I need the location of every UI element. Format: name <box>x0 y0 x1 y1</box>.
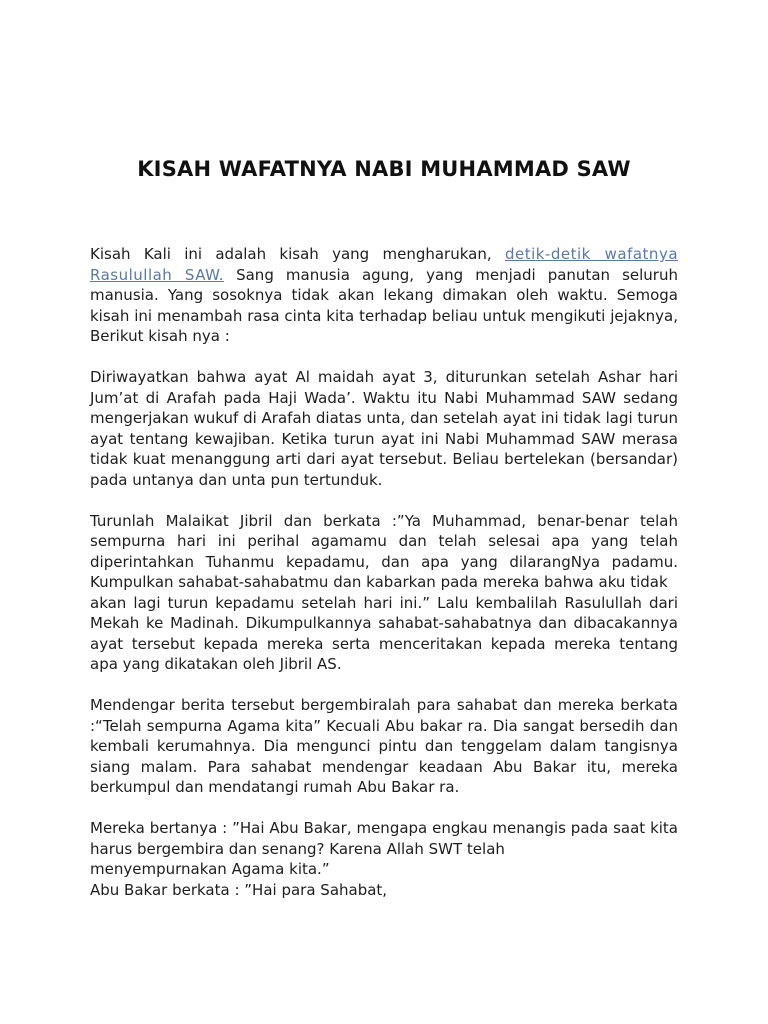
paragraph-jibril-continued: akan lagi turun kepadamu setelah hari ini.” Lalu kembalilah Rasulullah dari Mekah ke Madinah. Dikumpulkannya sahabat-sahabatnya dan dibacakannya ayat tersebut kepada mereka serta menceritakan kepada mereka tentang apa yang dikatakan oleh Jibril AS. <box>90 593 678 673</box>
article-link[interactable]: detik-detik wafatnya Rasulullah SAW. <box>90 245 679 284</box>
intro-text: Kisah Kali ini adalah kisah yang mengharukan, <box>90 245 492 263</box>
paragraph-intro <box>90 244 678 347</box>
paragraph-question-end: menyempurnakan Agama kita.” <box>90 860 330 878</box>
paragraph-jibril: Turunlah Malaikat Jibril dan berkata :”Ya Muhammad, benar-benar telah sempurna hari ini perihal agamamu dan telah selesai apa yang telah diperintahkan Tuhanmu kepadamu, dan apa yang dilarangNya padamu. Kumpulkan sahabat-sahabatmu dan kabarkan pada mereka bahwa aku tidak <box>90 511 678 591</box>
paragraph-abu-bakar: Abu Bakar berkata : ”Hai para Sahabat, <box>90 880 388 899</box>
document-body <box>90 244 678 900</box>
document-title: KISAH WAFATNYA NABI MUHAMMAD SAW <box>137 157 631 181</box>
paragraph-question: Mereka bertanya : ”Hai Abu Bakar, mengapa engkau menangis pada saat kita harus bergembira dan senang? Karena Allah SWT telah <box>90 819 678 858</box>
intro-text-rest: Sang manusia agung, yang menjadi panutan seluruh manusia. Yang sosoknya tidak akan lekang dimakan oleh waktu. Semoga kisah ini menambah rasa cinta kita terhadap beliau untuk mengikuti jejaknya, Berikut kisah nya : <box>90 265 678 345</box>
paragraph-companions: Mendengar berita tersebut bergembiralah para sahabat dan mereka berkata :“Telah sempurna Agama kita” Kecuali Abu bakar ra. Dia sangat bersedih dan kembali kerumahnya. Dia mengunci pintu dan tenggelam dalam tangisnya siang malam. Para sahabat mendengar keadaan Abu Bakar itu, mereka berkumpul dan mendatangi rumah Abu Bakar ra. <box>90 696 678 796</box>
paragraph-revelation: Diriwayatkan bahwa ayat Al maidah ayat 3, diturunkan setelah Ashar hari Jum’at di Arafah pada Haji Wada’. Waktu itu Nabi Muhammad SAW sedang mengerjakan wukuf di Arafah diatas unta, dan setelah ayat ini tidak lagi turun ayat tentang kewajiban. Ketika turun ayat ini Nabi Muhammad SAW merasa tidak kuat menanggung arti dari ayat tersebut. Beliau bertelekan (bersandar) pada untanya dan unta pun tertunduk. <box>90 368 678 489</box>
